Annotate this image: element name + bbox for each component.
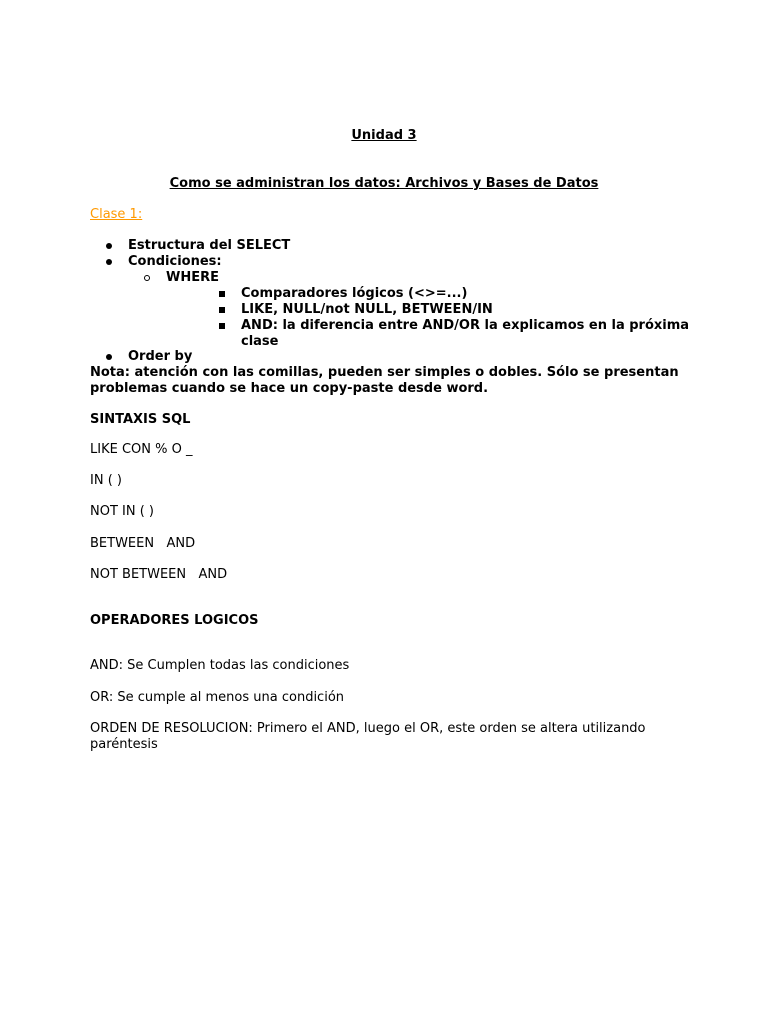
bullet-square-icon	[216, 302, 228, 318]
syntax-like: LIKE CON % O _	[90, 442, 193, 457]
list-item-and-or: AND: la diferencia entre AND/OR la explicamos en la próxima	[241, 318, 690, 333]
list-item-order-by: Order by	[128, 349, 193, 364]
bullet-square-icon	[216, 318, 228, 334]
bullet-square-icon	[216, 286, 228, 302]
list-item-where: WHERE	[166, 270, 219, 285]
resolution-order-line-2: paréntesis	[90, 737, 158, 752]
bullet-circle-icon	[141, 270, 153, 286]
bullet-dot-icon	[103, 238, 115, 254]
operators-heading: OPERADORES LOGICOS	[90, 613, 259, 628]
operator-or: OR: Se cumple al menos una condición	[90, 690, 345, 705]
bullet-dot-icon	[103, 349, 115, 365]
list-item-logical-comparators: Comparadores lógicos (<>=...)	[241, 286, 468, 301]
list-item-like-null-between: LIKE, NULL/not NULL, BETWEEN/IN	[241, 302, 493, 317]
operator-and: AND: Se Cumplen todas las condiciones	[90, 658, 350, 673]
list-item-conditions: Condiciones:	[128, 254, 222, 269]
document-subtitle: Como se administran los datos: Archivos y Bases de Datos	[169, 176, 599, 191]
note-line-2: problemas cuando se hace un copy-paste desde word.	[90, 381, 489, 396]
list-item-and-or-continued: clase	[241, 334, 279, 349]
list-item-select-structure: Estructura del SELECT	[128, 238, 291, 253]
resolution-order-line-1: ORDEN DE RESOLUCION: Primero el AND, luego el OR, este orden se altera utilizando	[90, 721, 646, 736]
syntax-heading: SINTAXIS SQL	[90, 412, 191, 427]
class-heading: Clase 1:	[90, 207, 143, 222]
syntax-not-between: NOT BETWEEN AND	[90, 567, 228, 582]
syntax-in: IN ( )	[90, 473, 122, 488]
syntax-between: BETWEEN AND	[90, 536, 196, 551]
bullet-dot-icon	[103, 254, 115, 270]
note-line-1: Nota: atención con las comillas, pueden ser simples o dobles. Sólo se presentan	[90, 365, 679, 380]
syntax-not-in: NOT IN ( )	[90, 504, 154, 519]
unit-title: Unidad 3	[351, 128, 417, 143]
